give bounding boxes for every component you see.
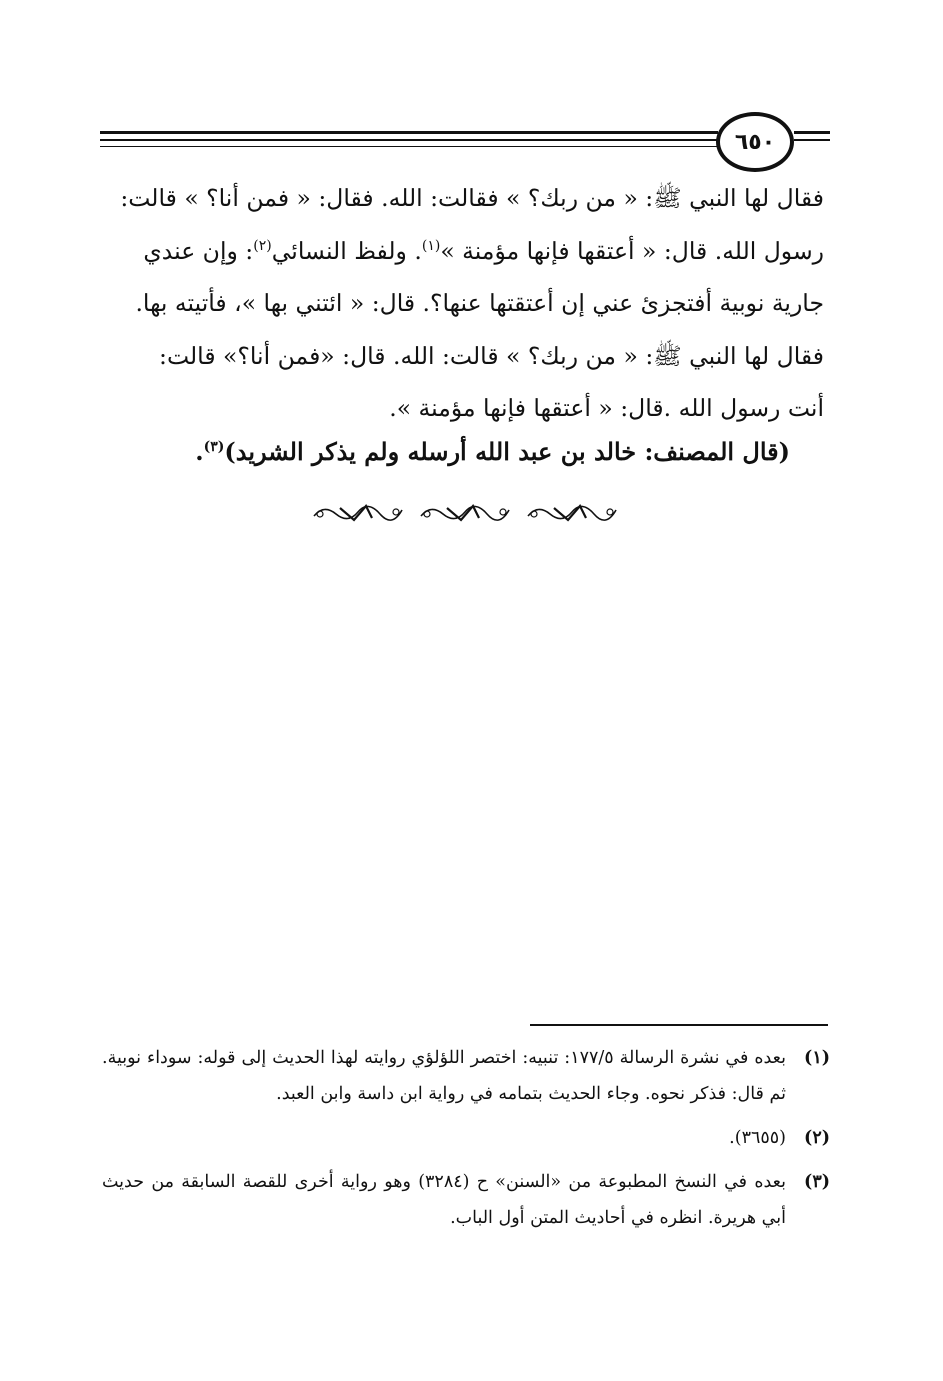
author-note-text: (قال المصنف: خالد بن عبد الله أرسله ولم يذكر الشريد) [224,437,790,466]
text-line-content: : وإن عندي [143,236,254,265]
text-line [102,330,824,383]
text-line-content: أنت رسول الله .قال: « أعتقها فإنها مؤمنة ». [389,394,824,422]
header-rule-end [794,131,830,134]
ornament-icon [417,498,513,528]
footnote [102,1120,830,1156]
footnote-ref[interactable]: (٣) [203,439,225,455]
text-line-content: . ولفظ النسائي [271,236,422,265]
author-note [140,432,790,472]
header-rule-end [794,139,830,141]
footnote [102,1040,830,1112]
main-text [102,172,824,435]
footnote-text: بعده في النسخ المطبوعة من «السنن» ح (٣٢٨٤) وهو رواية أخرى للقصة السابقة من حديث أبي هريرة. انظره في أحاديث المتن أول الباب. [102,1172,786,1228]
text-line-content: جارية نوبية أفتجزئ عني إن أعتقتها عنها؟. قال: « ائتني بها »، فأتيته بها. [135,289,824,317]
ornament-icon [310,498,406,528]
footnote-text: بعده في نشرة الرسالة ١٧٧/٥: تنبيه: اختصر اللؤلؤي روايته لهذا الحديث إلى قوله: سوداء نوبية. ثم قال: فذكر نحوه. وجاء الحديث بتمامه في رواية ابن داسة وابن العبد. [102,1048,786,1104]
author-note-end: . [195,437,204,466]
header-rule [100,146,718,147]
footnote-number: (٢) [804,1128,830,1148]
footnote-text: (٣٦٥٥). [729,1128,786,1148]
footnote-separator [530,1024,828,1026]
text-line [102,172,824,225]
header-rule [100,131,718,134]
text-line [102,277,824,330]
footnote-ref[interactable]: (١) [421,237,441,254]
ornament-divider [310,496,620,530]
text-line [102,225,824,278]
text-line-content: فقال لها النبي ﷺ: « من ربك؟ » قالت: الله. قال: «فمن أنا؟» قالت: [159,341,824,370]
footnote-number: (٣) [804,1172,830,1192]
footnotes [102,1040,830,1244]
ornament-icon [524,498,620,528]
footnote-number: (١) [804,1048,830,1068]
footnote [102,1164,830,1236]
text-line-content: فقال لها النبي ﷺ: « من ربك؟ » فقالت: الله. فقال: « فمن أنا؟ » قالت: [120,184,824,212]
footnote-ref[interactable]: (٢) [253,237,272,254]
text-line-content: رسول الله. قال: « أعتقها فإنها مؤمنة » [440,236,824,265]
header-rule [100,139,718,141]
text-line [102,382,824,435]
page-number: ٦٥٠ [716,112,794,172]
